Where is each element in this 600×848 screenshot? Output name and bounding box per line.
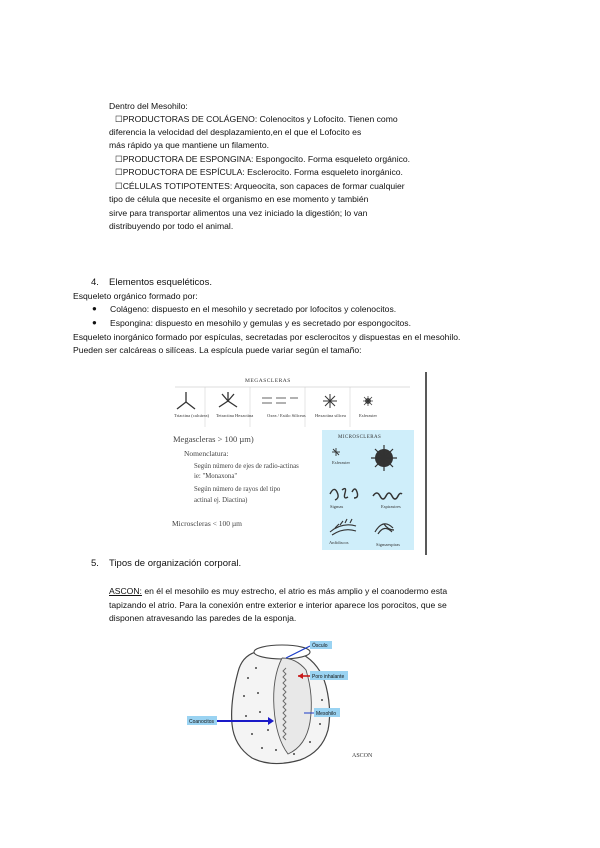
caption: Anfidiscos — [329, 540, 349, 545]
ascon-figure — [186, 638, 386, 766]
paragraph-line — [109, 585, 447, 598]
mesohilo-line: diferencia la velocidad del desplazamiento,en el que el Lofocito es — [109, 127, 362, 137]
mesohilo-line: ☐PRODUCTORAS DE COLÁGENO: Colenocitos y Lofocito. Tienen como — [115, 114, 398, 124]
section-4-number: 4. — [91, 277, 99, 288]
list-item: Espongina: dispuesto en mesohilo y gemulas y es secretado por espongocitos. — [110, 318, 411, 328]
caption: Sigmas — [330, 504, 344, 509]
paragraph-line: Pueden ser calcáreas o silíceas. La espícula puede variar según el tamaño: — [73, 345, 362, 355]
section-5-number: 5. — [91, 558, 99, 569]
ascon-text: en él el mesohilo es muy estrecho, el atrio es más amplio y el coanodermo esta — [141, 586, 448, 596]
handwritten-note: ie: "Monaxona" — [194, 473, 238, 480]
label-choanocytes: Coanocitos — [189, 719, 215, 725]
mesohilo-line: ☐PRODUCTORA DE ESPONGINA: Espongocito. Forma esqueleto orgánico. — [115, 154, 411, 164]
label-pore: Poro inhalante — [312, 674, 345, 680]
handwritten-note: Según número de rayos del tipo — [194, 486, 281, 493]
handwritten-note: Microscleras < 100 µm — [172, 519, 242, 528]
osculum-rim — [254, 645, 310, 659]
bullet-icon: ● — [92, 318, 97, 327]
paragraph-line: disponen atravesando las paredes de la esponja. — [109, 613, 297, 623]
mesohilo-line: tipo de célula que necesite el organismo en ese momento y también — [109, 194, 369, 204]
spicules-figure — [170, 372, 430, 556]
figure-caption: ASCON — [352, 753, 373, 759]
mesohilo-line: sirve para transportar alimentos una vez iniciado la digestión; lo van — [109, 208, 368, 218]
label-mesohyl: Mesohilo — [316, 711, 337, 717]
figure-title: MEGASCLERAS — [245, 378, 291, 384]
triactine-spicule — [177, 392, 195, 409]
aster-spicule — [363, 396, 373, 406]
paragraph-line: tapizando el atrio. Para la conexión entre exterior e interior aparece los porocitos, que se — [109, 600, 447, 610]
caption: Tetractina Hexactina — [216, 413, 254, 418]
handwritten-note: Según número de ejes de radio-actinas — [194, 463, 299, 470]
mesohilo-line: ☐CÉLULAS TOTIPOTENTES: Arqueocita, son capaces de formar cualquier — [115, 181, 405, 191]
caption: Sigmaespiras — [376, 542, 400, 547]
oxea-spicule — [262, 398, 298, 403]
caption: Espirastres — [381, 504, 401, 509]
section-4-title: Elementos esqueléticos. — [109, 277, 212, 288]
handwritten-note: Nomenclatura: — [184, 449, 229, 458]
mesohilo-heading: Dentro del Mesohilo: — [109, 101, 188, 111]
caption: Esferaster — [332, 460, 350, 465]
handwritten-note: Megascleras > 100 µm) — [173, 434, 254, 444]
list-item: Colágeno: dispuesto en el mesohilo y secretado por lofocitos y colenocitos. — [110, 304, 397, 314]
section-4-intro: Esqueleto orgánico formado por: — [73, 291, 198, 301]
mesohilo-line: distribuyendo por todo el animal. — [109, 221, 234, 231]
mesohilo-line: más rápido ya que mantiene un filamento. — [109, 140, 270, 150]
handwritten-note: actinal ej. Diactina) — [194, 497, 248, 504]
mesohilo-line: ☐PRODUCTORA DE ESPÍCULA: Esclerocito. Forma esqueleto inorgánico. — [115, 167, 403, 177]
caption: Esferaster — [359, 413, 377, 418]
paragraph-line: Esqueleto inorgánico formado por espículas, secretadas por esclerocitos y dispuestas en el mesohilo. — [73, 332, 461, 342]
caption: Triactina (calcárea) — [174, 413, 209, 418]
caption: Hexactina silícea — [315, 413, 346, 418]
tetractine-spicule — [219, 392, 237, 407]
section-5-title: Tipos de organización corporal. — [109, 558, 242, 569]
label-osculum: Ósculo — [312, 643, 328, 649]
hexactine-spicule — [323, 394, 337, 408]
panel-title: MICROSCLERAS — [338, 435, 382, 440]
bullet-icon: ● — [92, 304, 97, 313]
ascon-term: ASCON: — [109, 586, 142, 596]
caption: Oxea / Estilo Silíceas — [267, 413, 306, 418]
